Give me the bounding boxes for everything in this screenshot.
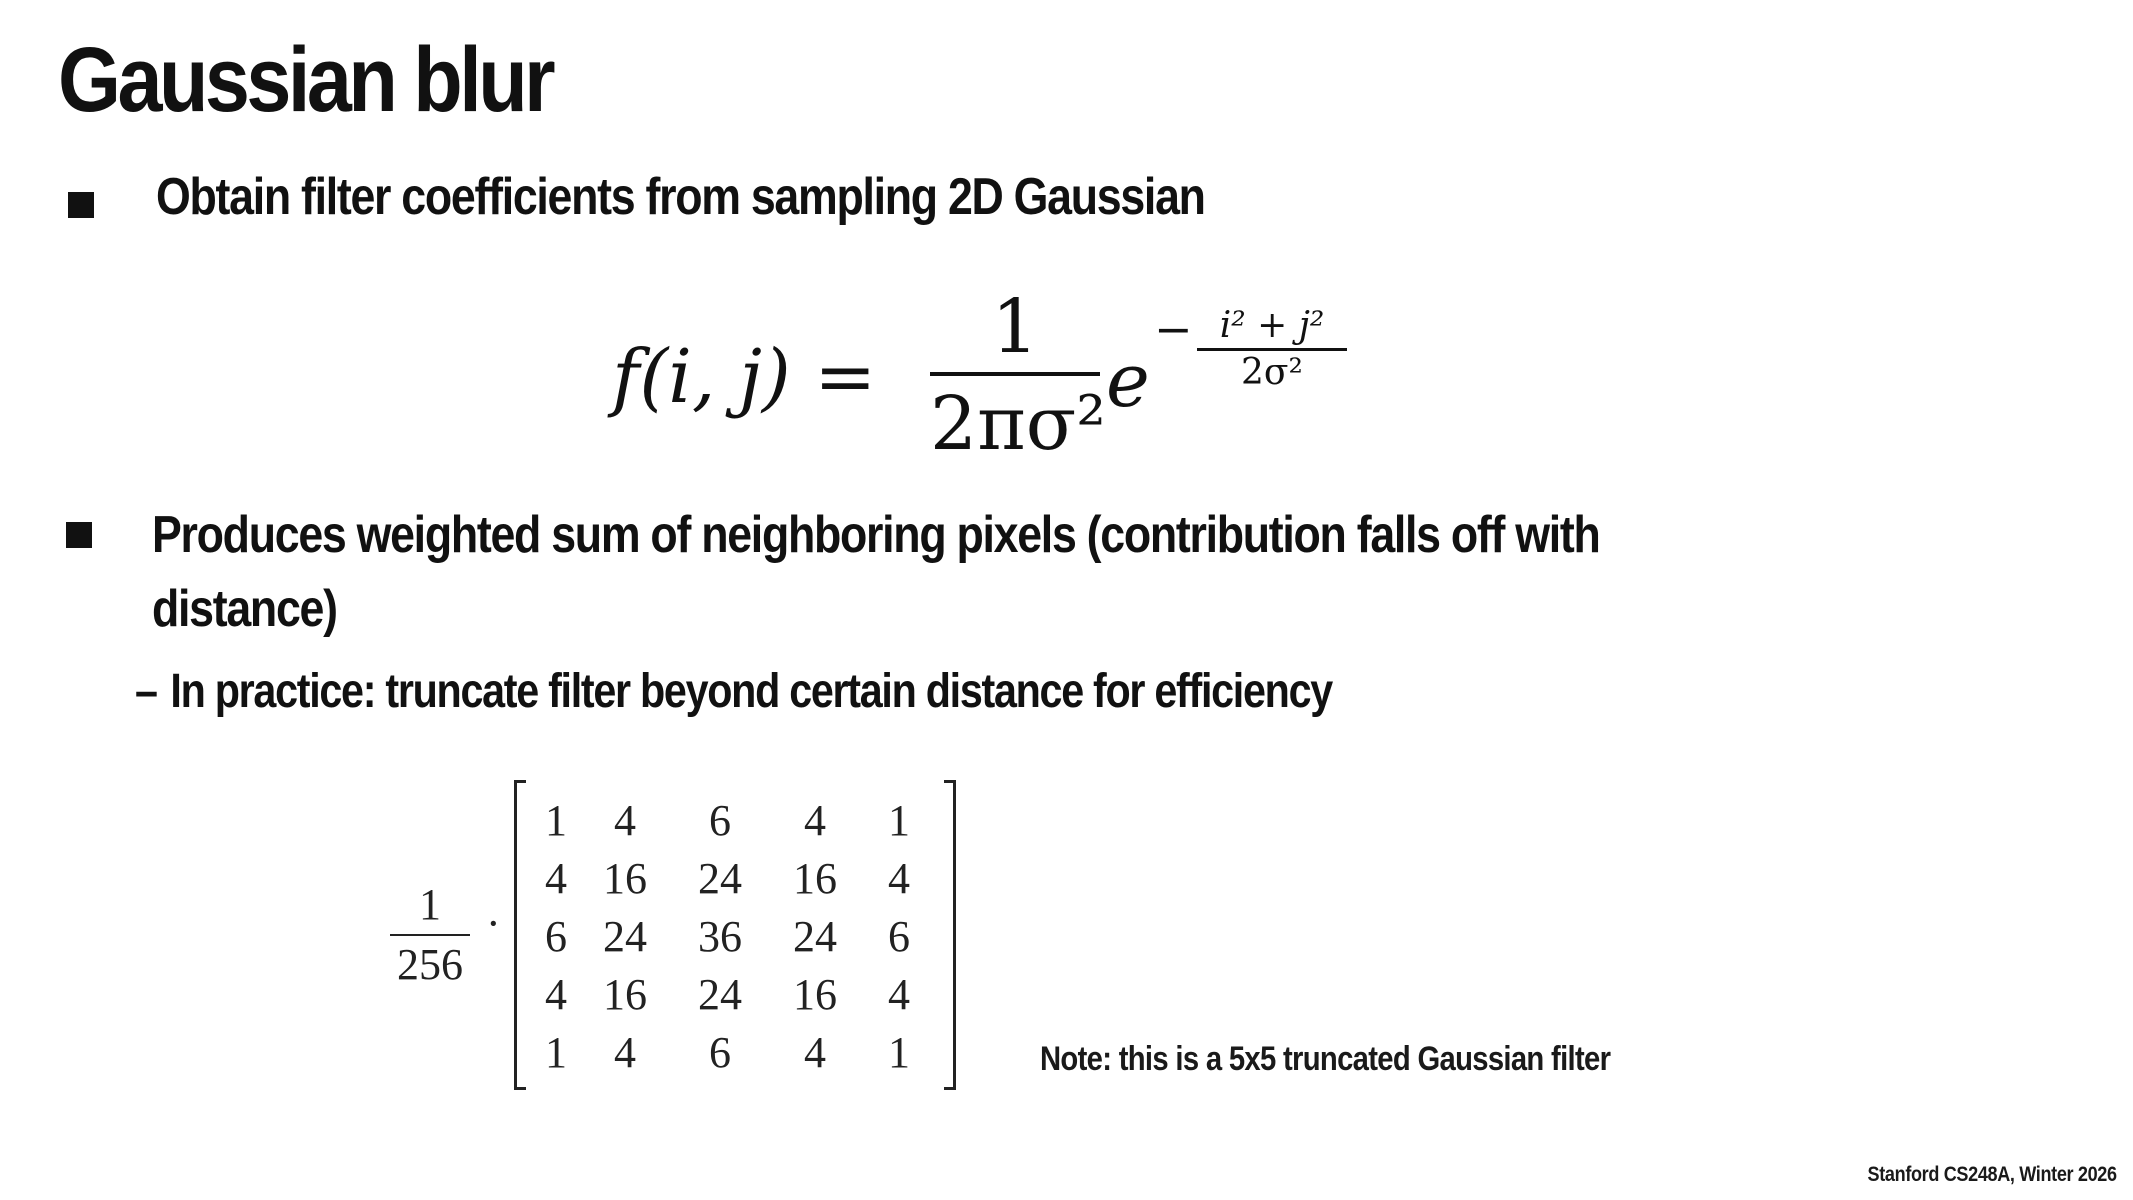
bullet-item-weighted-sum: [66, 498, 1835, 646]
exponential-base: e: [1106, 338, 1150, 424]
bullet-text-line1: Produces weighted sum of neighboring pixels (contribution falls off with: [152, 506, 1600, 564]
scale-numerator: 1: [419, 880, 441, 929]
bullet-text: [152, 498, 1600, 646]
bullet-square-icon: [68, 192, 94, 218]
coefficient-denominator: 2πσ²: [930, 381, 1106, 467]
matrix-cell: 4: [804, 1028, 826, 1077]
scale-denominator: 256: [397, 940, 463, 989]
matrix-cell: 36: [698, 912, 742, 961]
dash-marker: –: [135, 665, 157, 718]
matrix-cell: 1: [545, 796, 567, 845]
matrix-cell: 24: [698, 970, 742, 1019]
coefficient-numerator: 1: [991, 284, 1039, 370]
matrix-cell: 4: [888, 970, 910, 1019]
left-bracket: [514, 780, 526, 1090]
kernel-scale-fraction: [390, 880, 470, 990]
gaussian-formula: [612, 282, 1372, 472]
matrix-cell: 24: [793, 912, 837, 961]
matrix-cell: 16: [603, 854, 647, 903]
matrix-cell: 16: [793, 970, 837, 1019]
matrix-cell: 16: [603, 970, 647, 1019]
note-text: Note: this is a 5x5 truncated Gaussian filter: [1040, 1040, 1611, 1078]
sub-bullet-text: In practice: truncate filter beyond certain distance for efficiency: [170, 665, 1332, 718]
gaussian-kernel-matrix: [390, 780, 970, 1090]
matrix-cell: 4: [888, 854, 910, 903]
bullet-square-icon: [66, 522, 92, 548]
multiply-dot: ·: [486, 899, 501, 948]
matrix-cell: 6: [709, 796, 731, 845]
matrix-cell: 4: [804, 796, 826, 845]
sub-bullet-truncation: [135, 664, 1332, 719]
formula-coefficient: [930, 282, 1106, 472]
matrix-cell: 24: [603, 912, 647, 961]
exponent-fraction: [1197, 304, 1347, 395]
matrix-cell: 24: [698, 854, 742, 903]
exponent-denominator: 2σ²: [1241, 352, 1303, 393]
matrix-cell: 1: [888, 1028, 910, 1077]
exponent-sign: −: [1154, 302, 1193, 356]
matrix-cell: 4: [545, 854, 567, 903]
matrix-cell: 6: [888, 912, 910, 961]
matrix-cell: 4: [614, 1028, 636, 1077]
exponent-numerator: i² + j²: [1219, 305, 1325, 346]
formula-lhs: f(i, j) =: [612, 334, 877, 420]
matrix-cell: 6: [545, 912, 567, 961]
bullet-text: Obtain filter coefficients from sampling 2D Gaussian: [156, 168, 1205, 226]
bullet-item-gaussian-sampling: [68, 160, 1375, 234]
matrix-cell: 4: [614, 796, 636, 845]
page-title: Gaussian blur: [58, 29, 553, 131]
matrix-cell: 6: [709, 1028, 731, 1077]
fraction-bar: [390, 934, 470, 936]
bullet-text-line2: distance): [152, 580, 337, 638]
matrix-cell: 1: [545, 1028, 567, 1077]
matrix-cell: 4: [545, 970, 567, 1019]
matrix-cell: 1: [888, 796, 910, 845]
right-bracket: [944, 780, 956, 1090]
footer-credit: Stanford CS248A, Winter 2026: [1867, 1163, 2117, 1186]
matrix-grid: [532, 792, 938, 1082]
matrix-cell: 16: [793, 854, 837, 903]
